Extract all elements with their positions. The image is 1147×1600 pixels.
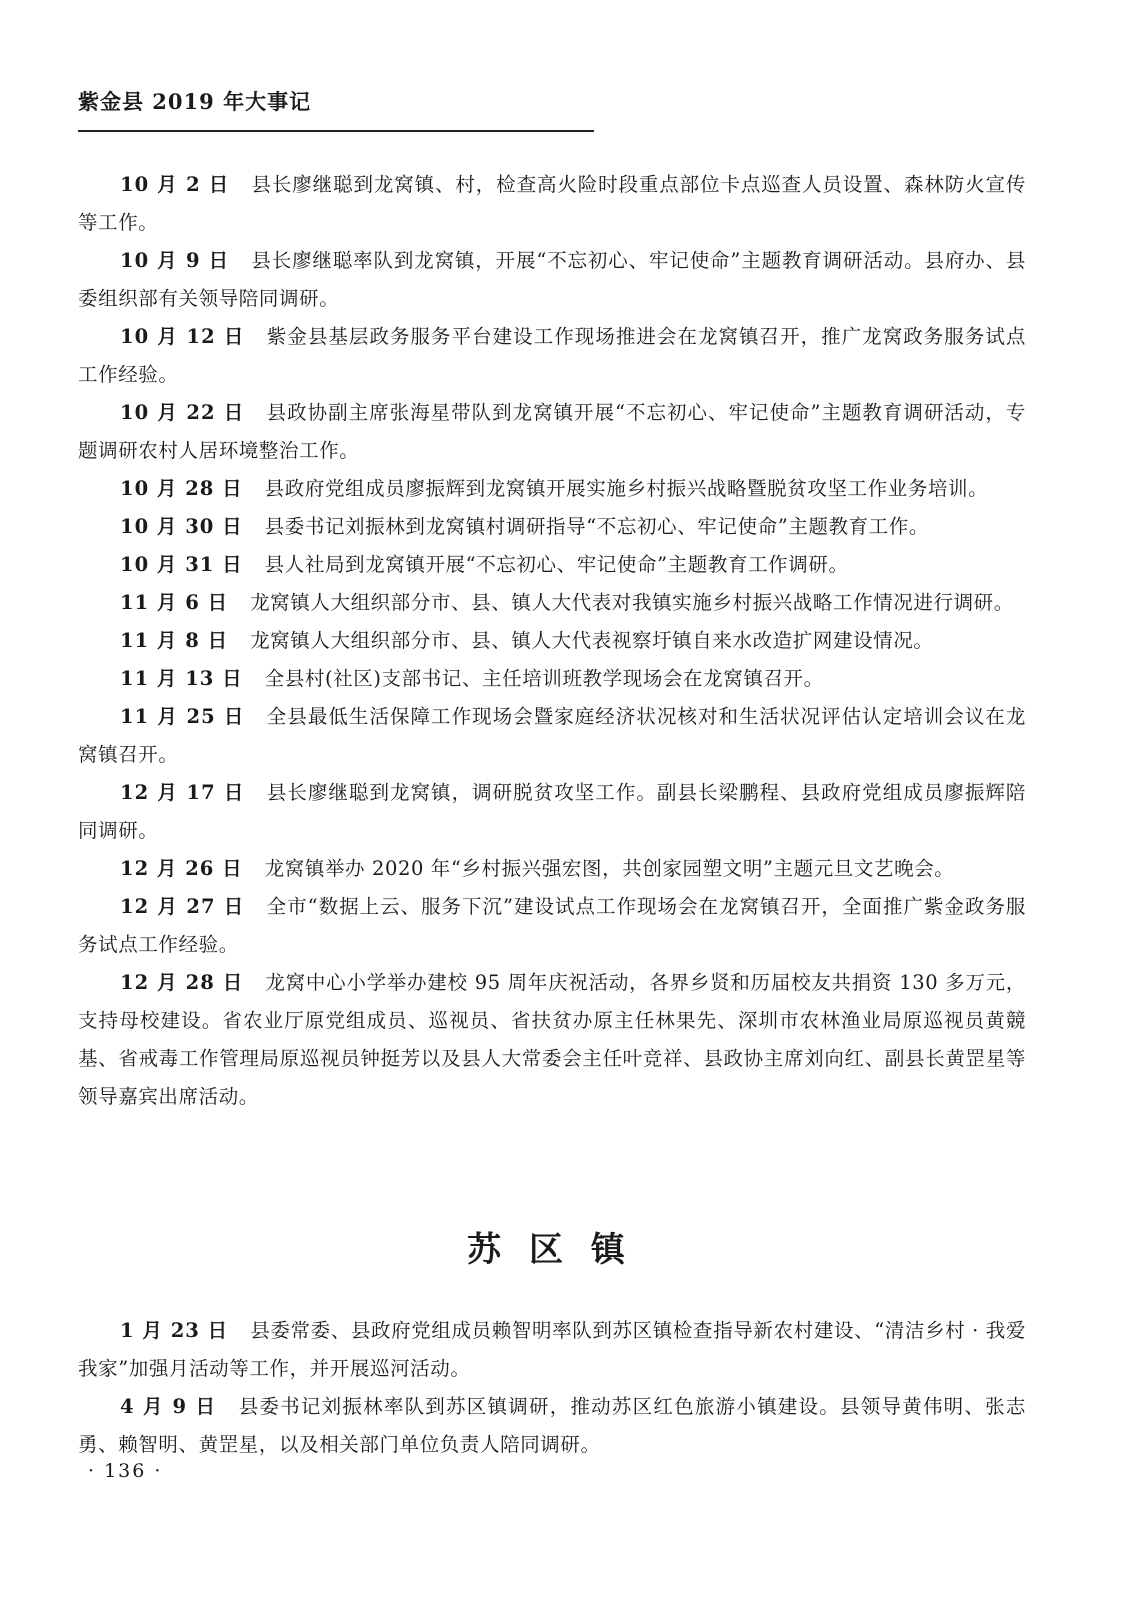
entry-text: 龙窝中心小学举办建校 95 周年庆祝活动，各界乡贤和历届校友共捐资 130 多万元，支持母校建设。省农业厅原党组成员、巡视员、省扶贫办原主任林果先、深圳市农林渔业局原巡视员黄競基、省戒毒工作管理局原巡视员钟挺芳以及县人大常委会主任叶竞祥、县政协主席刘向红、副县长黄罡星等领导嘉宾出席活动。 xyxy=(78,971,1027,1108)
entry-date: 10 月 22 日 xyxy=(120,401,245,424)
chronicle-entry xyxy=(78,394,1026,470)
chronicle-entry xyxy=(78,318,1026,394)
entry-date: 1 月 23 日 xyxy=(120,1319,229,1342)
longwo-town-entries xyxy=(78,166,1026,1116)
entry-text: 县委书记刘振林到龙窝镇村调研指导“不忘初心、牢记使命”主题教育工作。 xyxy=(264,515,929,538)
entry-text: 全县最低生活保障工作现场会暨家庭经济状况核对和生活状况评估认定培训会议在龙窝镇召开。 xyxy=(78,705,1027,766)
entry-date: 12 月 26 日 xyxy=(120,857,243,880)
entry-date: 11 月 13 日 xyxy=(120,667,243,690)
chronicle-entry xyxy=(78,1388,1026,1464)
entry-date: 10 月 9 日 xyxy=(120,249,230,272)
chronicle-entry xyxy=(78,888,1026,964)
entry-text: 县长廖继聪到龙窝镇、村，检查高火险时段重点部位卡点巡查人员设置、森林防火宣传等工作。 xyxy=(78,173,1026,234)
entry-date: 11 月 6 日 xyxy=(120,591,229,614)
entry-date: 10 月 30 日 xyxy=(120,515,243,538)
entry-text: 龙窝镇人大组织部分市、县、镇人大代表对我镇实施乡村振兴战略工作情况进行调研。 xyxy=(250,591,1014,614)
chronicle-entry xyxy=(78,850,1026,888)
entry-date: 12 月 28 日 xyxy=(120,971,244,994)
section-title: 苏 区 镇 xyxy=(467,1230,633,1270)
entry-date: 11 月 8 日 xyxy=(120,629,229,652)
entry-text: 龙窝镇举办 2020 年“乡村振兴强宏图，共创家园塑文明”主题元旦文艺晚会。 xyxy=(264,857,955,880)
entry-date: 10 月 28 日 xyxy=(120,477,243,500)
entry-text: 县长廖继聪率队到龙窝镇，开展“不忘初心、牢记使命”主题教育调研活动。县府办、县委组织部有关领导陪同调研。 xyxy=(78,249,1026,310)
entry-text: 县委书记刘振林率队到苏区镇调研，推动苏区红色旅游小镇建设。县领导黄伟明、张志勇、赖智明、黄罡星，以及相关部门单位负责人陪同调研。 xyxy=(78,1395,1026,1456)
entry-text: 全县村(社区)支部书记、主任培训班教学现场会在龙窝镇召开。 xyxy=(264,667,824,690)
entry-text: 县政府党组成员廖振辉到龙窝镇开展实施乡村振兴战略暨脱贫攻坚工作业务培训。 xyxy=(264,477,989,500)
chronicle-entry xyxy=(78,508,1026,546)
chronicle-entry xyxy=(78,660,1026,698)
entry-text: 县委常委、县政府党组成员赖智明率队到苏区镇检查指导新农村建设、“清洁乡村 · 我爱我家”加强月活动等工作，并开展巡河活动。 xyxy=(78,1319,1026,1380)
entry-date: 12 月 27 日 xyxy=(120,895,245,918)
header-rule xyxy=(78,130,594,132)
chronicle-entry xyxy=(78,546,1026,584)
entry-date: 11 月 25 日 xyxy=(120,705,245,728)
entry-date: 10 月 12 日 xyxy=(120,325,245,348)
chronicle-entry xyxy=(78,774,1026,850)
chronicle-entry xyxy=(78,1312,1026,1388)
chronicle-entry xyxy=(78,166,1026,242)
entry-text: 县长廖继聪到龙窝镇，调研脱贫攻坚工作。副县长梁鹏程、县政府党组成员廖振辉陪同调研。 xyxy=(78,781,1027,842)
entry-date: 12 月 17 日 xyxy=(120,781,245,804)
entry-text: 县人社局到龙窝镇开展“不忘初心、牢记使命”主题教育工作调研。 xyxy=(264,553,849,576)
entry-text: 紫金县基层政务服务平台建设工作现场推进会在龙窝镇召开，推广龙窝政务服务试点工作经验。 xyxy=(78,325,1027,386)
entry-text: 龙窝镇人大组织部分市、县、镇人大代表视察圩镇自来水改造扩网建设情况。 xyxy=(250,629,934,652)
entry-date: 10 月 2 日 xyxy=(120,173,230,196)
suqu-town-entries xyxy=(78,1312,1026,1464)
running-head: 紫金县 2019 年大事记 xyxy=(78,89,312,114)
chronicle-entry xyxy=(78,964,1026,1116)
chronicle-entry xyxy=(78,584,1026,622)
page-number: · 136 · xyxy=(88,1460,163,1482)
chronicle-entry xyxy=(78,622,1026,660)
entry-text: 全市“数据上云、服务下沉”建设试点工作现场会在龙窝镇召开，全面推广紫金政务服务试点工作经验。 xyxy=(78,895,1026,956)
chronicle-entry xyxy=(78,698,1026,774)
chronicle-entry xyxy=(78,470,1026,508)
chronicle-entry xyxy=(78,242,1026,318)
entry-date: 4 月 9 日 xyxy=(120,1395,217,1418)
entry-text: 县政协副主席张海星带队到龙窝镇开展“不忘初心、牢记使命”主题教育调研活动，专题调研农村人居环境整治工作。 xyxy=(78,401,1026,462)
entry-date: 10 月 31 日 xyxy=(120,553,243,576)
